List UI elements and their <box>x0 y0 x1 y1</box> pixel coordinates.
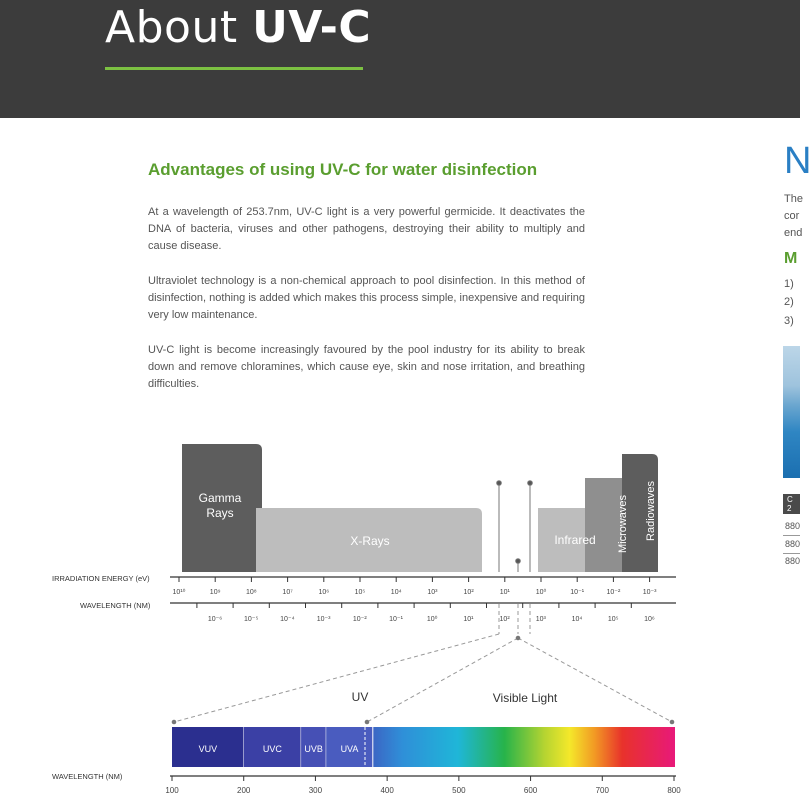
zoom-connector-dots <box>172 636 675 725</box>
energy-tick-label: 10⁻³ <box>642 589 657 596</box>
wavelength-tick-label: 10⁵ <box>607 616 619 623</box>
energy-tick-label: 10³ <box>427 589 438 596</box>
right-column-subheading: M <box>784 250 798 267</box>
paragraph-3: UV-C light is become increasingly favoured by the pool industry for its ability to break down and remove chloramines, which cause eye, skin and nose irritation, and breathing difficulties. <box>148 344 585 390</box>
x-rays-label: X-Rays <box>350 534 390 548</box>
table-header-text: C <box>787 495 793 504</box>
bottom-wavelength-axis-label: WAVELENGTH (NM) <box>52 772 123 781</box>
page-title-bold: UV-C <box>252 2 372 53</box>
wavelength-tick-label: 10⁻³ <box>316 616 331 623</box>
energy-tick-label: 10¹⁰ <box>172 589 186 596</box>
table-row: 880 <box>785 521 801 531</box>
energy-tick-label: 10¹ <box>499 589 510 596</box>
uv-band-label: VUV <box>198 744 218 754</box>
paragraph-2: Ultraviolet technology is a non-chemical approach to pool disinfection. In this method of disinfection, nothing is added which makes this process simple, inexpensive and requiring very low maintenance. <box>148 275 585 321</box>
energy-tick-label: 10⁴ <box>390 589 402 596</box>
uv-label: UV <box>351 690 369 704</box>
wavelength-axis-ticks <box>197 603 655 623</box>
bottom-tick-label: 500 <box>452 786 466 795</box>
table-header-subtext: 2 <box>787 504 792 513</box>
right-column-text-line: The <box>784 193 803 205</box>
gamma-rays-label-line1: Gamma <box>198 491 242 505</box>
right-column-heading: N <box>784 140 811 182</box>
wavelength-tick-label: 10⁰ <box>426 616 438 623</box>
page-title-light: About <box>105 2 253 53</box>
wavelength-tick-label: 10⁻² <box>352 616 367 623</box>
wavelength-tick-label: 10³ <box>535 616 546 623</box>
wavelength-tick-label: 10⁻¹ <box>389 616 403 623</box>
uv-band-label: UVC <box>262 744 282 754</box>
right-column-list-item: 2) <box>784 296 794 308</box>
energy-tick-label: 10² <box>463 589 474 596</box>
infrared-label: Infrared <box>554 533 596 547</box>
visible-spectrum-bar <box>365 727 675 767</box>
microwaves-label: Microwaves <box>617 494 629 554</box>
uv-band-label: UVB <box>304 744 323 754</box>
table-row: 880 <box>785 539 801 549</box>
visible-light-label: Visible Light <box>492 691 558 705</box>
right-column-text-line: cor <box>784 210 800 222</box>
right-column-list-item: 3) <box>784 315 794 327</box>
energy-tick-label: 10⁵ <box>354 589 366 596</box>
uv-bands <box>172 727 373 767</box>
paragraph-1: At a wavelength of 253.7nm, UV-C light is a very powerful germicide. It deactivates the DNA of bacteria, viruses and other pathogens, destroying their ability to multiply and cause disease. <box>148 206 585 252</box>
wavelength-tick-label: 10⁻⁵ <box>244 616 259 623</box>
energy-tick-label: 10⁻¹ <box>570 589 585 596</box>
radiowaves-label: Radiowaves <box>645 481 657 541</box>
bottom-axis-ticks <box>165 776 681 795</box>
energy-tick-label: 10⁸ <box>246 589 257 596</box>
energy-tick-label: 10⁹ <box>209 589 221 596</box>
bottom-tick-label: 100 <box>165 786 179 795</box>
pointer-markers <box>497 481 533 572</box>
bottom-tick-label: 800 <box>667 786 681 795</box>
wavelength-tick-label: 10⁻⁶ <box>207 616 223 623</box>
energy-tick-label: 10⁰ <box>535 589 547 596</box>
bottom-tick-label: 400 <box>380 786 394 795</box>
wavelength-tick-label: 10² <box>499 616 510 623</box>
uv-band-label: UVA <box>340 744 359 754</box>
right-column-text-line: end <box>784 227 803 239</box>
bottom-tick-label: 700 <box>595 786 609 795</box>
energy-tick-label: 10⁻² <box>606 589 621 596</box>
energy-axis-label: IRRADIATION ENERGY (eV) <box>52 574 150 583</box>
wavelength-tick-label: 10⁴ <box>571 616 583 623</box>
bottom-tick-label: 200 <box>237 786 251 795</box>
energy-axis-ticks <box>173 577 658 596</box>
energy-tick-label: 10⁶ <box>318 589 330 596</box>
bottom-tick-label: 300 <box>308 786 323 795</box>
right-column-list-item: 1) <box>784 278 794 290</box>
energy-tick-label: 10⁷ <box>282 589 293 596</box>
gamma-rays-label-line2: Rays <box>206 506 234 520</box>
wavelength-tick-label: 10¹ <box>463 616 474 623</box>
wavelength-axis-label: WAVELENGTH (NM) <box>80 601 151 610</box>
wavelength-tick-label: 10⁶ <box>644 616 655 623</box>
table-row: 880 <box>785 556 801 566</box>
wavelength-tick-label: 10⁻⁴ <box>280 616 295 623</box>
bottom-tick-label: 600 <box>523 786 538 795</box>
section-heading: Advantages of using UV-C for water disinfection <box>148 160 538 179</box>
